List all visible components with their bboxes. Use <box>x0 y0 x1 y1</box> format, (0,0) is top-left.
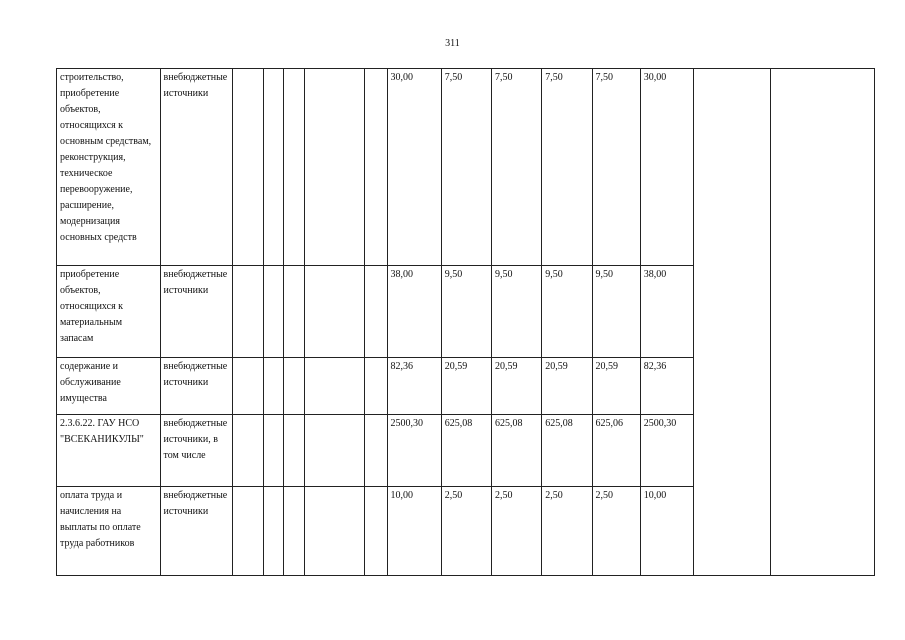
expense-name-cell: строительство, приобретение объектов, относящихся к основным средствам, реконструкция, техническое перевооружение, расширение, модернизация основных средств <box>57 69 161 266</box>
expense-name-cell: приобретение объектов, относящихся к материальным запасам <box>57 266 161 358</box>
total-cell: 2500,30 <box>387 415 441 487</box>
empty-cell <box>305 487 365 576</box>
total-cell: 10,00 <box>387 487 441 576</box>
empty-cell <box>263 487 283 576</box>
empty-cell <box>305 415 365 487</box>
page-number: 311 <box>445 38 460 49</box>
amount-cell: 7,50 <box>592 69 640 266</box>
amount-cell: 2,50 <box>441 487 491 576</box>
empty-cell <box>365 415 387 487</box>
amount-cell: 20,59 <box>542 358 592 415</box>
amount-cell: 20,59 <box>592 358 640 415</box>
total-cell: 82,36 <box>387 358 441 415</box>
empty-cell <box>284 415 305 487</box>
total-cell: 82,36 <box>640 358 693 415</box>
total-cell: 38,00 <box>640 266 693 358</box>
empty-cell <box>284 266 305 358</box>
expense-name-cell: оплата труда и начисления на выплаты по оплате труда работников <box>57 487 161 576</box>
empty-cell <box>284 358 305 415</box>
empty-cell <box>365 358 387 415</box>
total-cell: 2500,30 <box>640 415 693 487</box>
amount-cell: 7,50 <box>492 69 542 266</box>
amount-cell: 625,08 <box>542 415 592 487</box>
funding-source-cell: внебюджетные источники <box>160 358 232 415</box>
total-cell: 38,00 <box>387 266 441 358</box>
empty-cell <box>232 415 263 487</box>
amount-cell: 20,59 <box>492 358 542 415</box>
empty-cell <box>365 266 387 358</box>
funding-source-cell: внебюджетные источники <box>160 69 232 266</box>
expense-name-cell: 2.3.6.22. ГАУ НСО "ВСЕКАНИКУЛЫ" <box>57 415 161 487</box>
expense-name-cell: содержание и обслуживание имущества <box>57 358 161 415</box>
budget-table <box>56 68 875 576</box>
total-cell: 30,00 <box>387 69 441 266</box>
total-cell: 10,00 <box>640 487 693 576</box>
amount-cell: 9,50 <box>441 266 491 358</box>
empty-cell <box>305 358 365 415</box>
empty-cell <box>263 358 283 415</box>
amount-cell: 625,08 <box>492 415 542 487</box>
amount-cell: 7,50 <box>542 69 592 266</box>
amount-cell: 9,50 <box>592 266 640 358</box>
empty-cell <box>284 69 305 266</box>
amount-cell: 2,50 <box>492 487 542 576</box>
funding-source-cell: внебюджетные источники <box>160 266 232 358</box>
empty-cell <box>263 69 283 266</box>
amount-cell: 20,59 <box>441 358 491 415</box>
amount-cell: 9,50 <box>492 266 542 358</box>
table-row <box>57 69 875 266</box>
amount-cell: 2,50 <box>592 487 640 576</box>
empty-cell <box>232 487 263 576</box>
empty-cell <box>365 69 387 266</box>
empty-cell <box>232 69 263 266</box>
empty-cell <box>232 266 263 358</box>
amount-cell: 2,50 <box>542 487 592 576</box>
funding-source-cell: внебюджетные источники, в том числе <box>160 415 232 487</box>
empty-cell <box>263 415 283 487</box>
empty-cell <box>232 358 263 415</box>
amount-cell: 625,06 <box>592 415 640 487</box>
empty-cell <box>365 487 387 576</box>
empty-cell <box>305 69 365 266</box>
empty-cell <box>305 266 365 358</box>
empty-cell <box>263 266 283 358</box>
amount-cell: 7,50 <box>441 69 491 266</box>
empty-cell <box>284 487 305 576</box>
amount-cell: 9,50 <box>542 266 592 358</box>
funding-source-cell: внебюджетные источники <box>160 487 232 576</box>
merged-empty-cell <box>693 69 770 576</box>
merged-empty-cell <box>771 69 875 576</box>
total-cell: 30,00 <box>640 69 693 266</box>
amount-cell: 625,08 <box>441 415 491 487</box>
